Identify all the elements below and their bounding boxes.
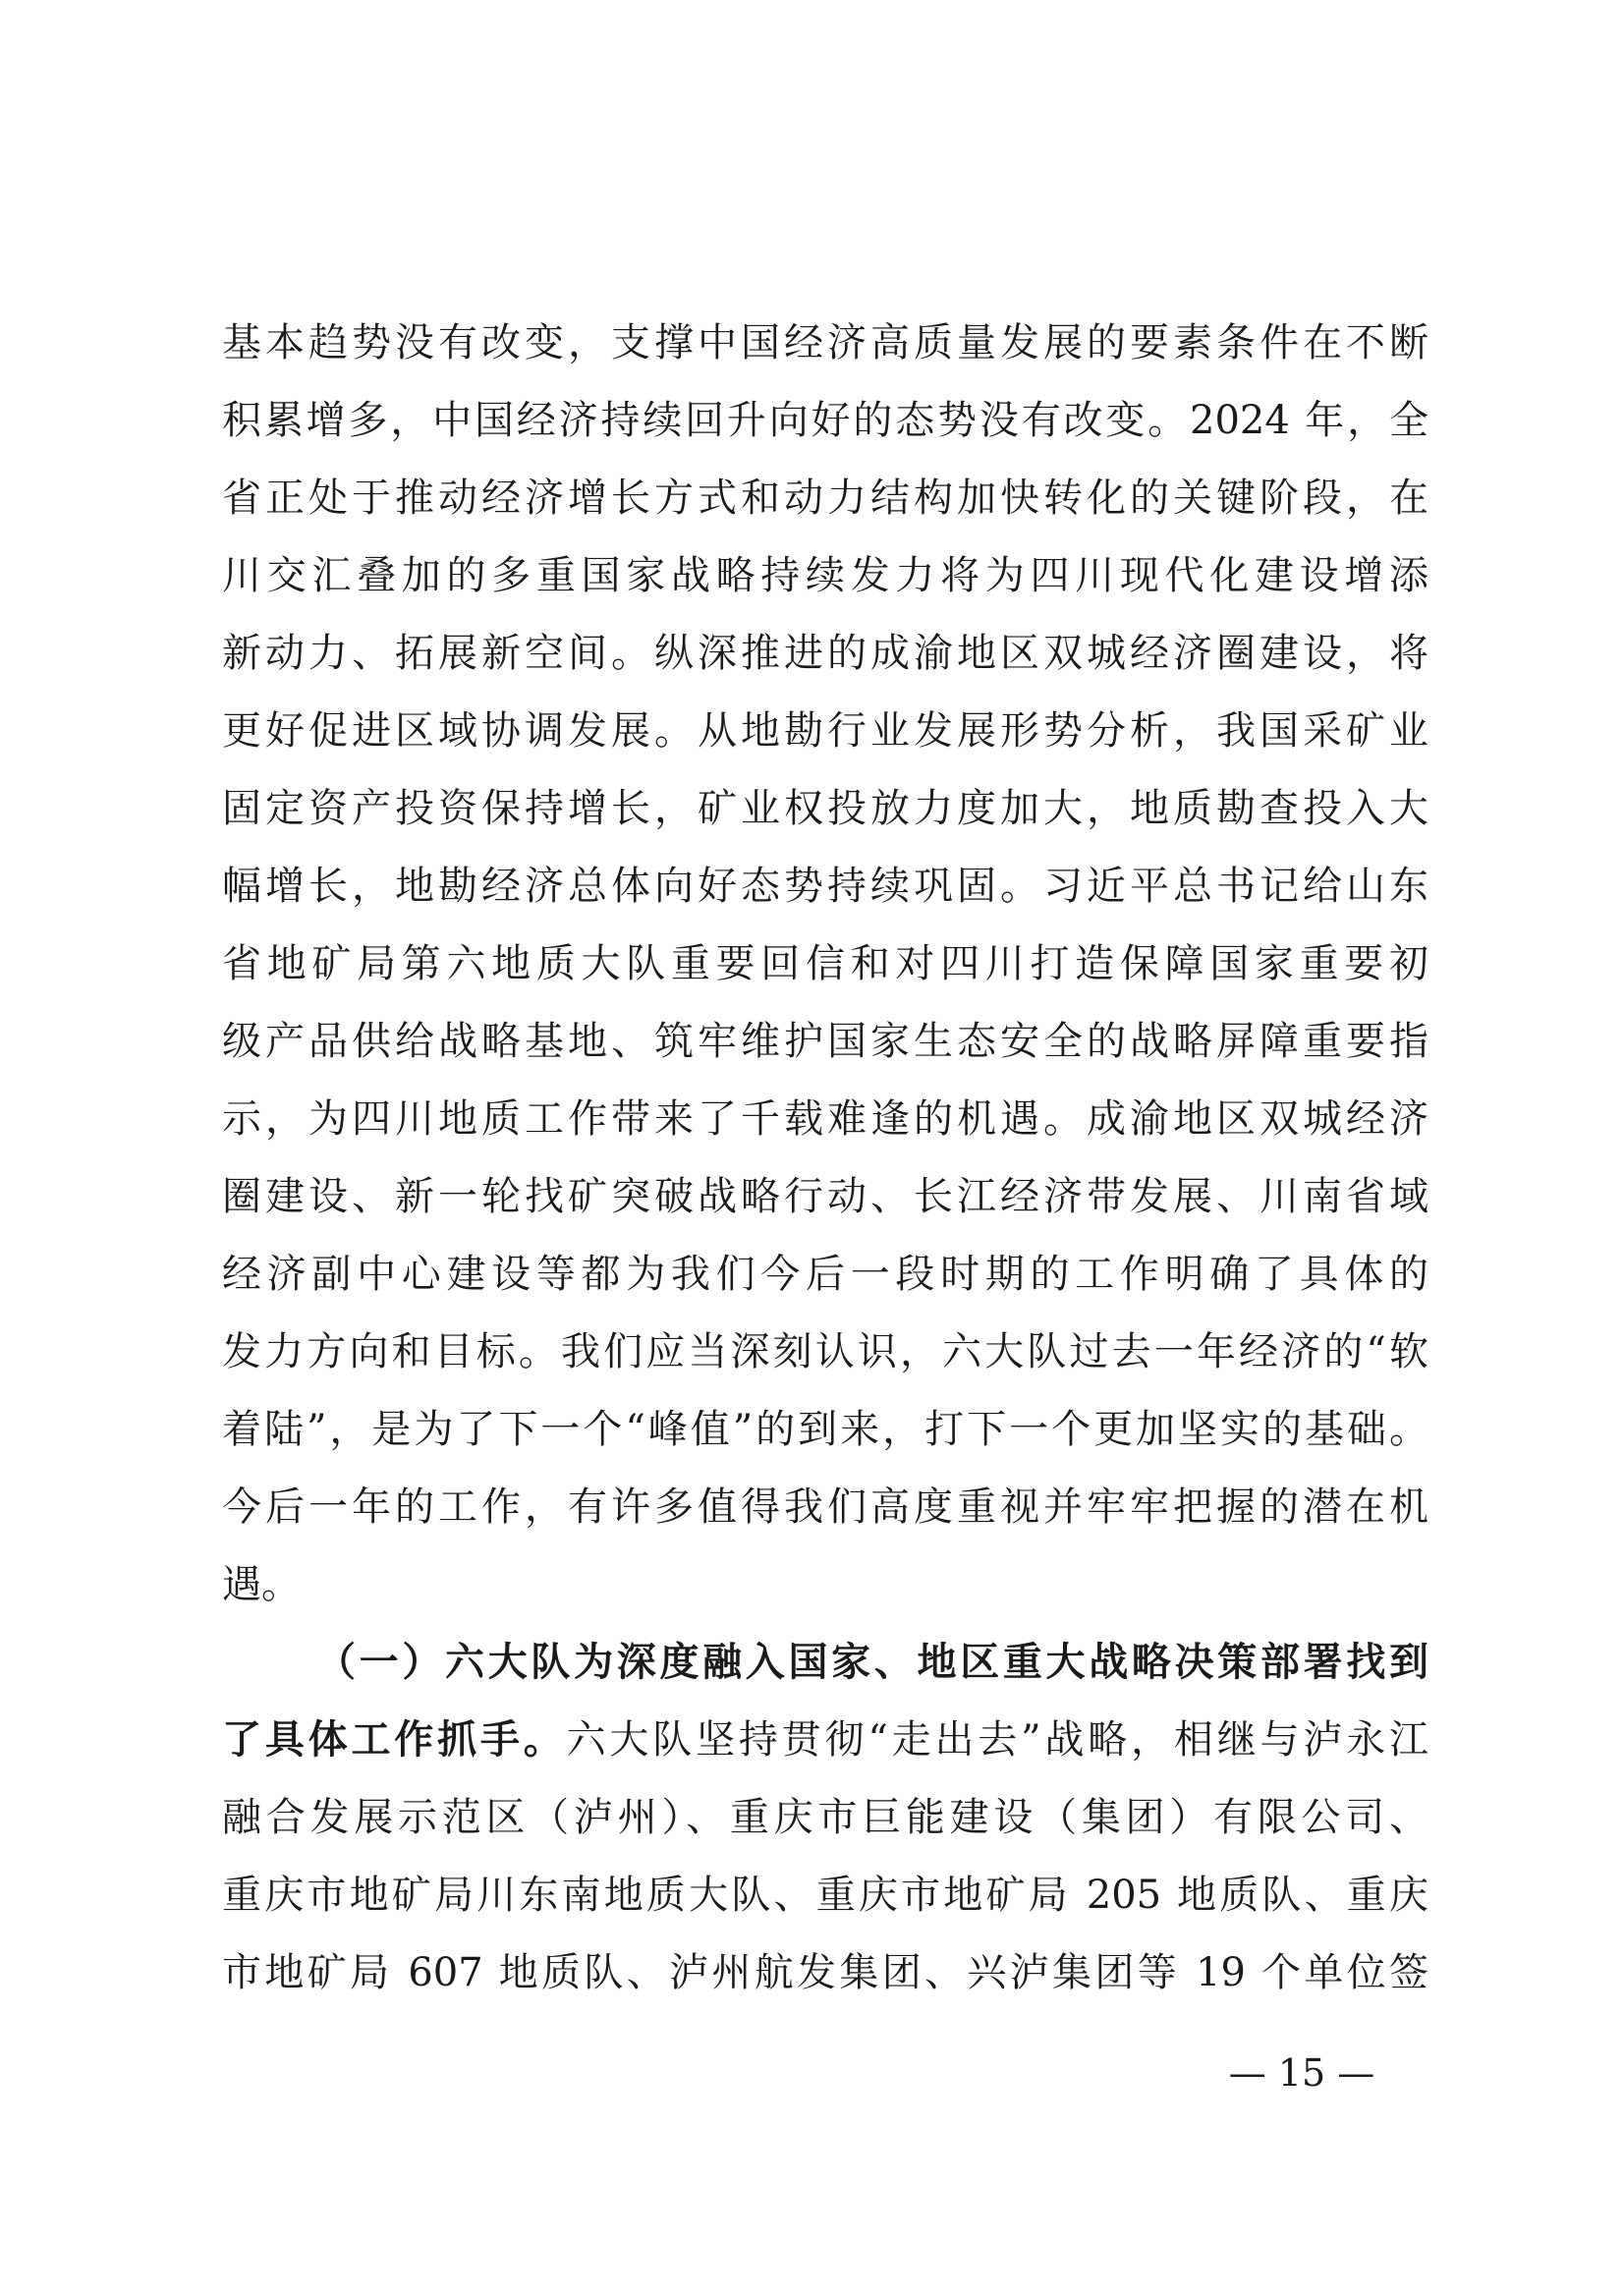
paragraph-line: 省正处于推动经济增长方式和动力结构加快转化的关键阶段，在: [222, 476, 1428, 521]
section-heading-end: 了具体工作抓手。: [222, 1717, 567, 1763]
page-number: — 15 —: [1228, 2051, 1375, 2095]
paragraph-line: 固定资产投资保持增长，矿业权投放力度加大，地质勘查投入大: [222, 786, 1428, 831]
section-text: 六大队坚持贯彻“走出去”战略，相继与泸永江: [566, 1717, 1429, 1763]
paragraph-line: 着陆”，是为了下一个“峰值”的到来，打下一个更加坚实的基础。: [222, 1407, 1428, 1452]
paragraph-line: 更好促进区域协调发展。从地勘行业发展形势分析，我国采矿业: [222, 708, 1428, 754]
paragraph-line: 基本趋势没有改变，支撑中国经济高质量发展的要素条件在不断: [222, 320, 1428, 365]
paragraph-line: 示，为四川地质工作带来了千载难逢的机遇。成渝地区双城经济: [222, 1096, 1428, 1142]
paragraph-line: 经济副中心建设等都为我们今后一段时期的工作明确了具体的: [222, 1252, 1428, 1297]
paragraph-line: 省地矿局第六地质大队重要回信和对四川打造保障国家重要初: [222, 941, 1428, 986]
paragraph-line: 市地矿局 607 地质队、泸州航发集团、兴泸集团等 19 个单位签: [222, 1950, 1428, 1995]
paragraph-line: 遇。: [222, 1562, 301, 1607]
paragraph-line: 川交汇叠加的多重国家战略持续发力将为四川现代化建设增添: [222, 553, 1428, 598]
paragraph-line: 幅增长，地勘经济总体向好态势持续巩固。习近平总书记给山东: [222, 864, 1428, 909]
section-heading: （一）六大队为深度融入国家、地区重大战略决策部署找到: [316, 1640, 1428, 1685]
paragraph-line: 重庆市地矿局川东南地质大队、重庆市地矿局 205 地质队、重庆: [222, 1873, 1428, 1918]
paragraph-line: 级产品供给战略基地、筑牢维护国家生态安全的战略屏障重要指: [222, 1019, 1428, 1064]
paragraph-line: 新动力、拓展新空间。纵深推进的成渝地区双城经济圈建设，将: [222, 631, 1428, 676]
paragraph-line: 圈建设、新一轮找矿突破战略行动、长江经济带发展、川南省域: [222, 1174, 1428, 1219]
paragraph-line: 今后一年的工作，有许多值得我们高度重视并牢牢把握的潜在机: [222, 1484, 1428, 1530]
document-body: [222, 305, 1428, 2012]
paragraph-line: 融合发展示范区（泸州）、重庆市巨能建设（集团）有限公司、: [222, 1795, 1428, 1840]
section-heading-continuation: [222, 1702, 1428, 1779]
paragraph-line: 发力方向和目标。我们应当深刻认识，六大队过去一年经济的“软: [222, 1329, 1428, 1374]
paragraph-line: 积累增多，中国经济持续回升向好的态势没有改变。2024 年，全: [222, 398, 1428, 443]
